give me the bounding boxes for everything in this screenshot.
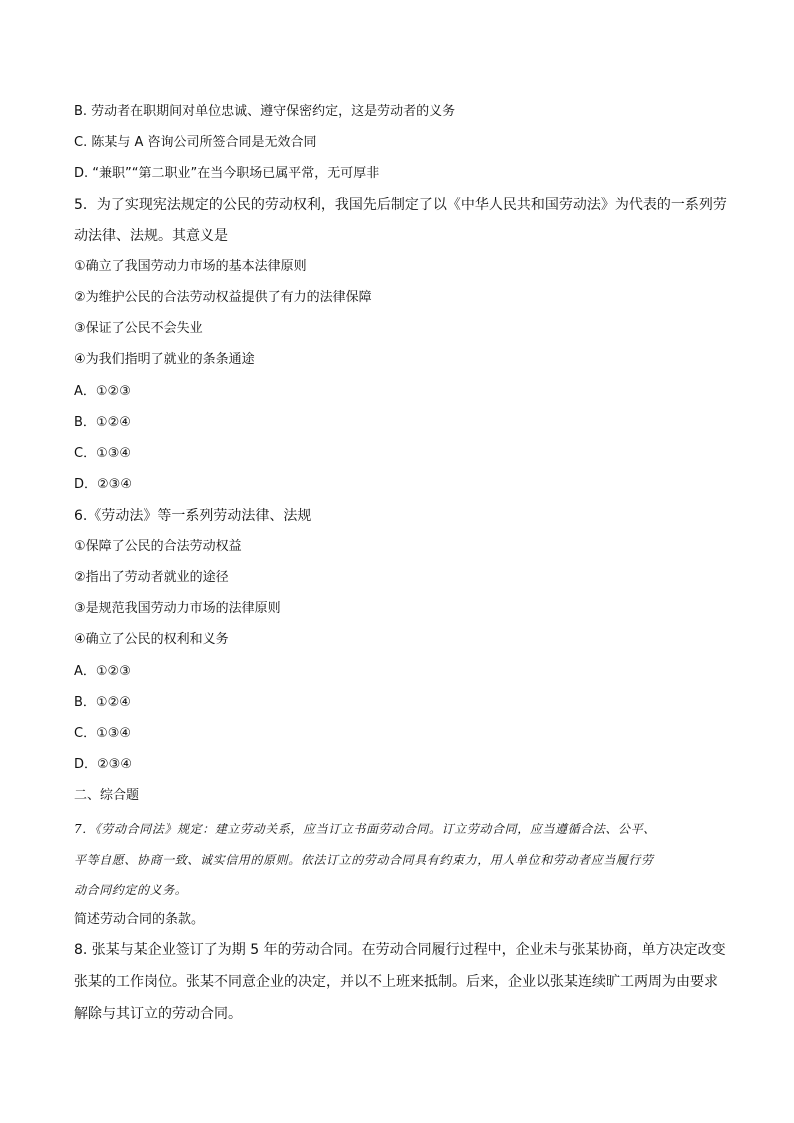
q5-option-a: A．①②③ [74,384,131,399]
q6-option-a: A．①②③ [74,664,131,679]
q5-stem-line2: 动法律、法规。其意义是 [74,228,228,244]
q5-stem-line1: 5．为了实现宪法规定的公民的劳动权利，我国先后制定了以《中华人民共和国劳动法》为代表的一系列劳 [74,197,727,213]
q5-item-4: ④为我们指明了就业的条条通途 [74,352,255,367]
q5-item-2: ②为维护公民的合法劳动权益提供了有力的法律保障 [74,290,372,305]
q5-option-d: D．②③④ [74,477,132,492]
q5-option-c: C．①③④ [74,446,132,461]
q5-option-b: B．①②④ [74,415,131,430]
q6-option-d: D．②③④ [74,757,132,772]
q4-option-b: B. 劳动者在职期间对单位忠诚、遵守保密约定，这是劳动者的义务 [74,104,456,119]
q8-line1: 8. 张某与某企业签订了为期 5 年的劳动合同。在劳动合同履行过程中，企业未与张某协商，单方决定改变 [74,942,726,958]
q7-line1: 7．《劳动合同法》规定：建立劳动关系，应当订立书面劳动合同。订立劳动合同，应当遵循合法、公平、 [74,822,656,836]
q6-item-3: ③是规范我国劳动力市场的法律原则 [74,601,281,616]
q8-line2: 张某的工作岗位。张某不同意企业的决定，并以不上班来抵制。后来，企业以张某连续旷工两周为由要求 [74,974,718,990]
q4-option-c: C. 陈某与 A 咨询公司所签合同是无效合同 [74,135,317,150]
q7-line2: 平等自愿、协商一致、诚实信用的原则。依法订立的劳动合同具有约束力，用人单位和劳动者应当履行劳 [74,853,654,867]
q6-item-4: ④确立了公民的权利和义务 [74,632,229,647]
q6-option-c: C．①③④ [74,726,132,741]
q5-item-1: ①确立了我国劳动力市场的基本法律原则 [74,259,307,274]
section-heading: 二、综合题 [74,788,140,803]
q4-option-d: D. “兼职”“第二职业”在当今职场已属平常，无可厚非 [74,166,380,181]
q7-line3: 动合同约定的义务。 [74,883,188,897]
q6-item-2: ②指出了劳动者就业的途径 [74,570,229,585]
q8-line3: 解除与其订立的劳动合同。 [74,1006,242,1022]
q5-item-3: ③保证了公民不会失业 [74,321,203,336]
q7-question: 简述劳动合同的条款。 [74,912,205,927]
q6-item-1: ①保障了公民的合法劳动权益 [74,539,242,554]
q6-option-b: B．①②④ [74,695,131,710]
q6-stem: 6.《劳动法》等一系列劳动法律、法规 [74,508,312,524]
